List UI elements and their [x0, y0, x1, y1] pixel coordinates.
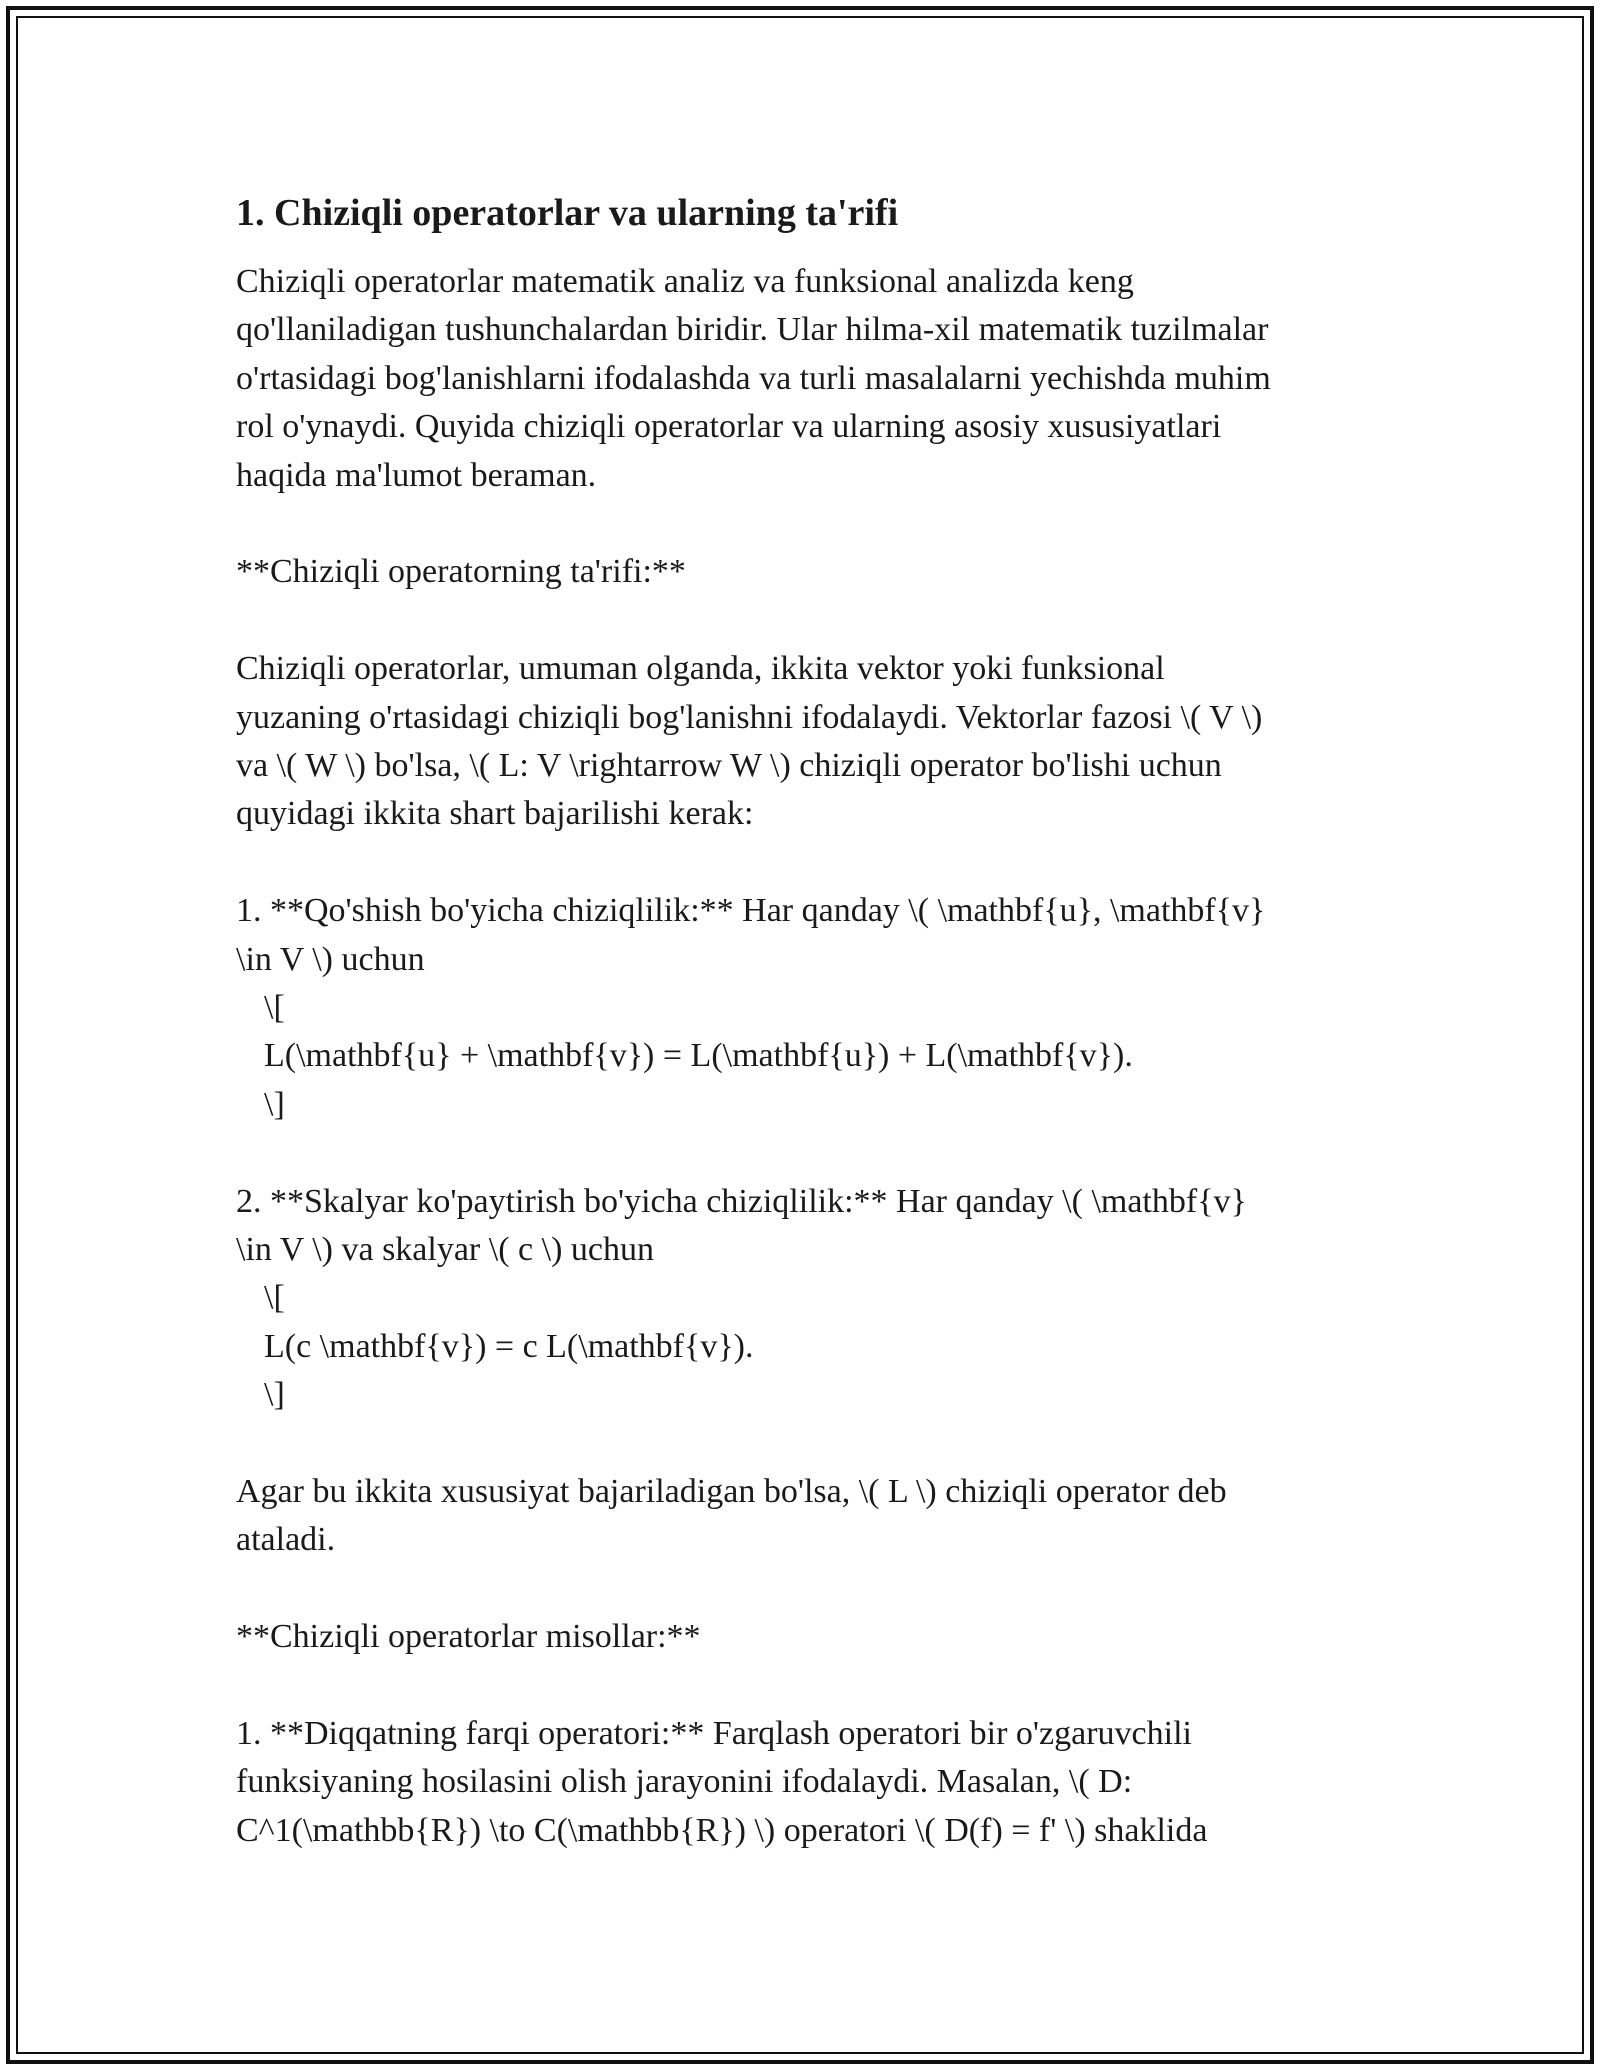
intro-paragraph: [236, 258, 1366, 500]
definition-subheading: [236, 548, 1366, 596]
text-line: o'rtasidagi bog'lanishlarni ifodalashda va turli masalalarni yechishda muhim: [236, 359, 1271, 397]
formula-body: L(\mathbf{u} + \mathbf{v}) = L(\mathbf{u}) + L(\mathbf{v}).: [264, 1037, 1133, 1075]
condition-additivity: [236, 887, 1366, 1129]
text-line: haqida ma'lumot beraman.: [236, 456, 597, 494]
formula-close: \]: [264, 1376, 285, 1414]
text-line: ataladi.: [236, 1521, 336, 1559]
text-line: **Chiziqli operatorning ta'rifi:**: [236, 553, 686, 591]
document-body: [236, 186, 1366, 1904]
examples-subheading: [236, 1613, 1366, 1661]
text-line: rol o'ynaydi. Quyida chiziqli operatorlar va ularning asosiy xususiyatlari: [236, 408, 1222, 446]
formula-open: \[: [264, 1279, 285, 1317]
section-heading: 1. Chiziqli operatorlar va ularning ta'rifi: [236, 192, 899, 234]
condition-homogeneity: [236, 1178, 1366, 1420]
text-line: **Chiziqli operatorlar misollar:**: [236, 1618, 701, 1656]
text-line: Agar bu ikkita xususiyat bajariladigan bo'lsa, \( L \) chiziqli operator deb: [236, 1473, 1227, 1511]
text-line: 2. **Skalyar ko'paytirish bo'yicha chiziqlilik:** Har qanday \( \mathbf{v}: [236, 1182, 1247, 1220]
conclusion-paragraph: [236, 1468, 1366, 1565]
formula-open: \[: [264, 989, 285, 1027]
text-line: funksiyaning hosilasini olish jarayonini ifodalaydi. Masalan, \( D:: [236, 1763, 1133, 1801]
text-line: Chiziqli operatorlar, umuman olganda, ikkita vektor yoki funksional: [236, 650, 1165, 688]
text-line: yuzaning o'rtasidagi chiziqli bog'lanishni ifodalaydi. Vektorlar fazosi \( V \): [236, 698, 1263, 736]
formula-body: L(c \mathbf{v}) = c L(\mathbf{v}).: [264, 1327, 754, 1365]
text-line: \in V \) uchun: [236, 940, 425, 978]
text-line: qo'llaniladigan tushunchalardan biridir. Ular hilma-xil matematik tuzilmalar: [236, 311, 1269, 349]
text-line: 1. **Qo'shish bo'yicha chiziqlilik:** Har qanday \( \mathbf{u}, \mathbf{v}: [236, 892, 1266, 930]
text-line: C^1(\mathbb{R}) \to C(\mathbb{R}) \) operatori \( D(f) = f' \) shaklida: [236, 1811, 1208, 1849]
definition-paragraph: [236, 645, 1366, 839]
text-line: Chiziqli operatorlar matematik analiz va funksional analizda keng: [236, 263, 1134, 300]
example-differentiation: [236, 1710, 1366, 1855]
text-line: \in V \) va skalyar \( c \) uchun: [236, 1231, 654, 1269]
text-line: quyidagi ikkita shart bajarilishi kerak:: [236, 795, 754, 833]
text-line: va \( W \) bo'lsa, \( L: V \rightarrow W \) chiziqli operator bo'lishi uchun: [236, 747, 1222, 785]
text-line: 1. **Diqqatning farqi operatori:** Farqlash operatori bir o'zgaruvchili: [236, 1715, 1192, 1753]
formula-close: \]: [264, 1085, 285, 1123]
